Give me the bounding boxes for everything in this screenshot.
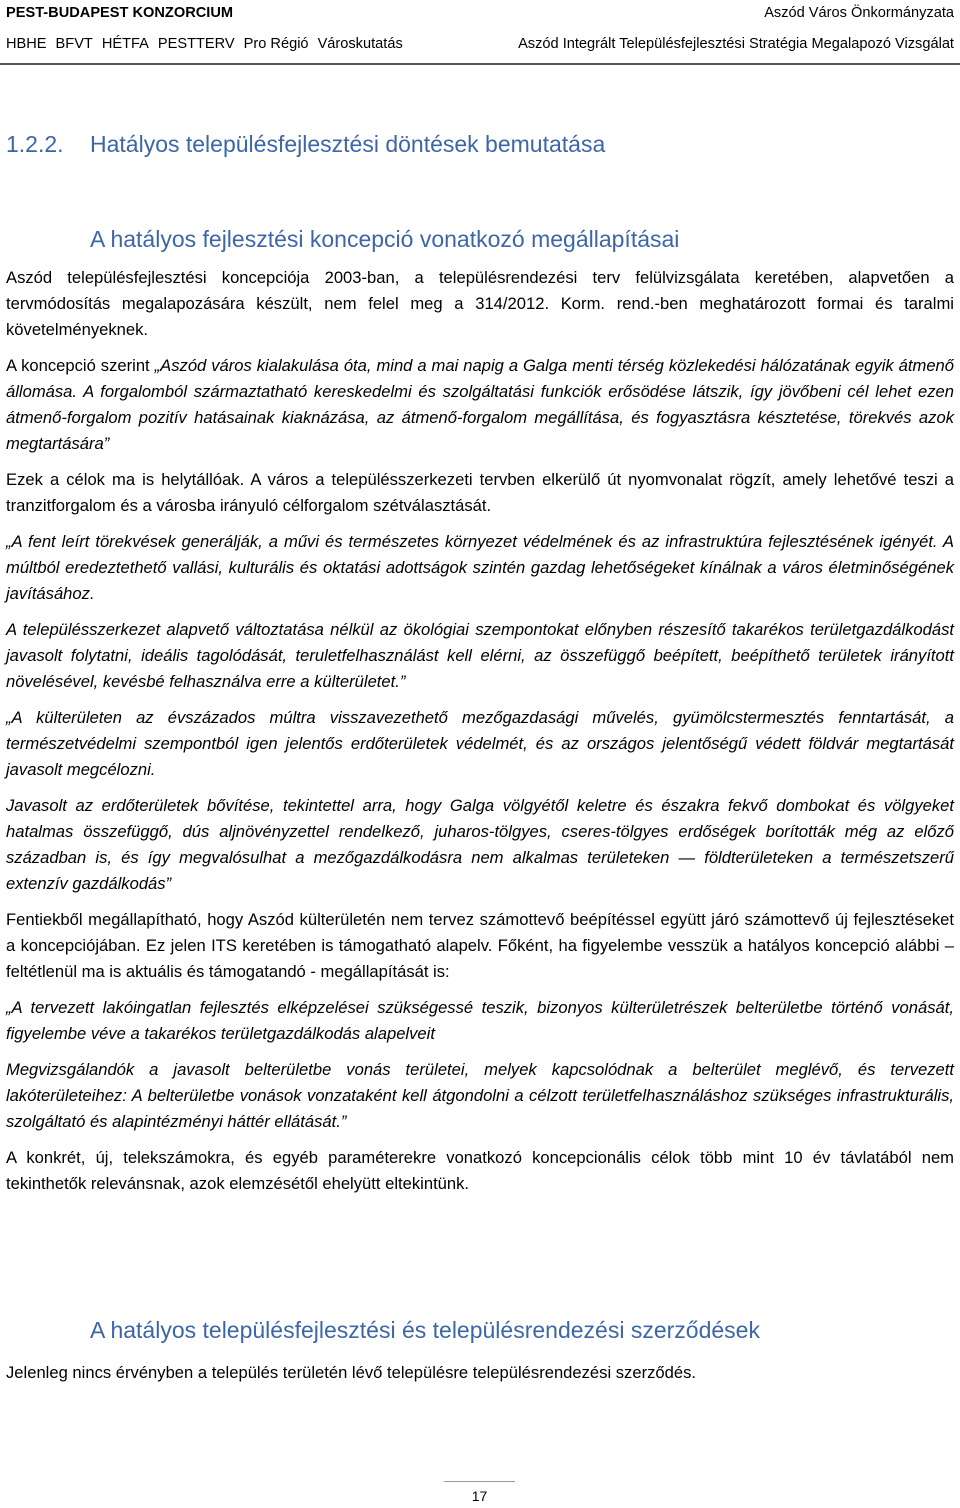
header-partner-list <box>6 35 403 53</box>
paragraph: Ezek a célok ma is helytállóak. A város a településszerkezeti tervben elkerülő út nyomvonalat rögzít, amely lehetővé teszi a tranzitforgalom és a városba irányuló célforgalom szétválasztását. <box>6 470 954 515</box>
section-heading <box>6 131 605 158</box>
header-doc-title: Aszód Integrált Településfejlesztési Stratégia Megalapozó Vizsgálat <box>518 36 954 52</box>
header-partner: HBHE <box>6 36 47 52</box>
footer-divider <box>444 1481 515 1482</box>
header-top-row <box>6 4 954 22</box>
subsection-body-2 <box>6 1360 954 1386</box>
page-number: 17 <box>471 1488 488 1504</box>
section-title: Hatályos településfejlesztési döntések bemutatása <box>90 131 606 157</box>
quote-text: „Aszód város kialakulása óta, mind a mai napig a Galga menti térség közlekedési hálózatának egyik átmenő állomása. A forgalomból származtatható kereskedelmi és szolgáltatási funkciók erősödése látszik, így jövőbeni cél lehet ezen átmenő-forgalom pozitív hatásainak kiaknázása, az átmenő-forgalom megállítása, és fogyasztásra késztetése, törekvés azok megtartására” <box>6 356 954 453</box>
quote-lead: A koncepció szerint <box>6 356 155 375</box>
header-partner: Pro Régió <box>243 36 309 52</box>
header-client: Aszód Város Önkormányzata <box>764 5 954 21</box>
subsection-heading-2: A hatályos településfejlesztési és településrendezési szerződések <box>90 1317 760 1343</box>
header-org: PEST-BUDAPEST KONZORCIUM <box>6 5 234 21</box>
header-bottom-row <box>6 35 954 53</box>
quote-paragraph: „A külterületen az évszázados múltra visszavezethető mezőgazdasági művelés, gyümölcstermesztés fenntartását, a természetvédelmi szempontból igen jelentős erdőterületek védelmét, és az országos jelentőségű védett földvár megtartását javasolt megcélozni. <box>6 708 954 779</box>
quote-paragraph: Megvizsgálandók a javasolt belterületbe vonás területei, melyek kapcsolódnak a belterület meglévő, és tervezett lakóterületeihez: A belterületbe vonások vonzataként kell átgondolni a célzott területfelhasználáshoz szükséges infrastrukturális, szolgáltató és alapintézményi háttér ellátását.” <box>6 1060 954 1131</box>
quote-paragraph: Javasolt az erdőterületek bővítése, tekintettel arra, hogy Galga völgyétől keletre és északra fekvő dombokat és völgyeket hatalmas összefüggő, dús aljnövényzettel rendelkező, juharos-tölgyes, cseres-tölgyes erdőségek borították még az előző században is, és így megvalósulhat a mezőgazdálkodásra nem alkalmas területeken — földterületeken a természetszerű extenzív gazdálkodás” <box>6 796 954 893</box>
subsection-heading-1: A hatályos fejlesztési koncepció vonatkozó megállapításai <box>90 226 680 252</box>
paragraph: Jelenleg nincs érvényben a település területén lévő településre településrendezési szerződés. <box>6 1363 696 1382</box>
paragraph: Aszód településfejlesztési koncepciója 2003-ban, a településrendezési terv felülvizsgálata keretében, alapvetően a tervmódosítás megalapozására készült, nem felel meg a 314/2012. Korm. rend.-ben meghatározott formai és taralmi követelményeknek. <box>6 268 954 339</box>
quote-paragraph: A településszerkezet alapvető változtatása nélkül az ökológiai szempontokat előnyben részesítő takarékos területgazdálkodást javasolt folytatni, ideális tagolódását, teruletfelhasználást kell elérni, az összefüggő beépített, beépíthető területek irányított növelésével, kevésbé felhasználva erre a külterületet.” <box>6 620 954 691</box>
quote-paragraph: „A tervezett lakóingatlan fejlesztés elképzelései szükségessé teszik, bizonyos külterületrészek belterületbe történő vonását, figyelembe véve a takarékos területgazdálkodás alapelveit <box>6 998 954 1043</box>
header-partner: Városkutatás <box>317 36 403 52</box>
header-partner: HÉTFA <box>101 36 149 52</box>
header-partner: BFVT <box>55 36 93 52</box>
section-number: 1.2.2. <box>6 131 64 157</box>
paragraph-quote-intro <box>6 353 954 457</box>
page-header <box>0 0 960 64</box>
paragraph: Fentiekből megállapítható, hogy Aszód külterületén nem tervez számottevő beépítéssel együtt járó számottevő új fejlesztéseket a koncepciójában. Ez jelen ITS keretében is támogatható alapelv. Főként, ha figyelembe vesszük a hatályos koncepció alábbi – feltétlenül ma is aktuális és támogatandó - megállapítását is: <box>6 910 954 981</box>
header-partner: PESTTERV <box>157 36 235 52</box>
subsection-body-1 <box>6 265 954 1197</box>
header-divider <box>0 63 960 65</box>
quote-paragraph: „A fent leírt törekvések generálják, a művi és természetes környezet védelmének és az infrastruktúra fejlesztésének igényét. A múltból eredeztethető vallási, kulturális és oktatási adottságok szintén gazdag lehetőségeket kínálnak a város életminőségének javításához. <box>6 532 954 603</box>
paragraph: A konkrét, új, telekszámokra, és egyéb paraméterekre vonatkozó koncepcionális célok több mint 10 év távlatából nem tekinthetők relevánsnak, azok elemzésétől ehelyütt eltekintünk. <box>6 1148 954 1193</box>
